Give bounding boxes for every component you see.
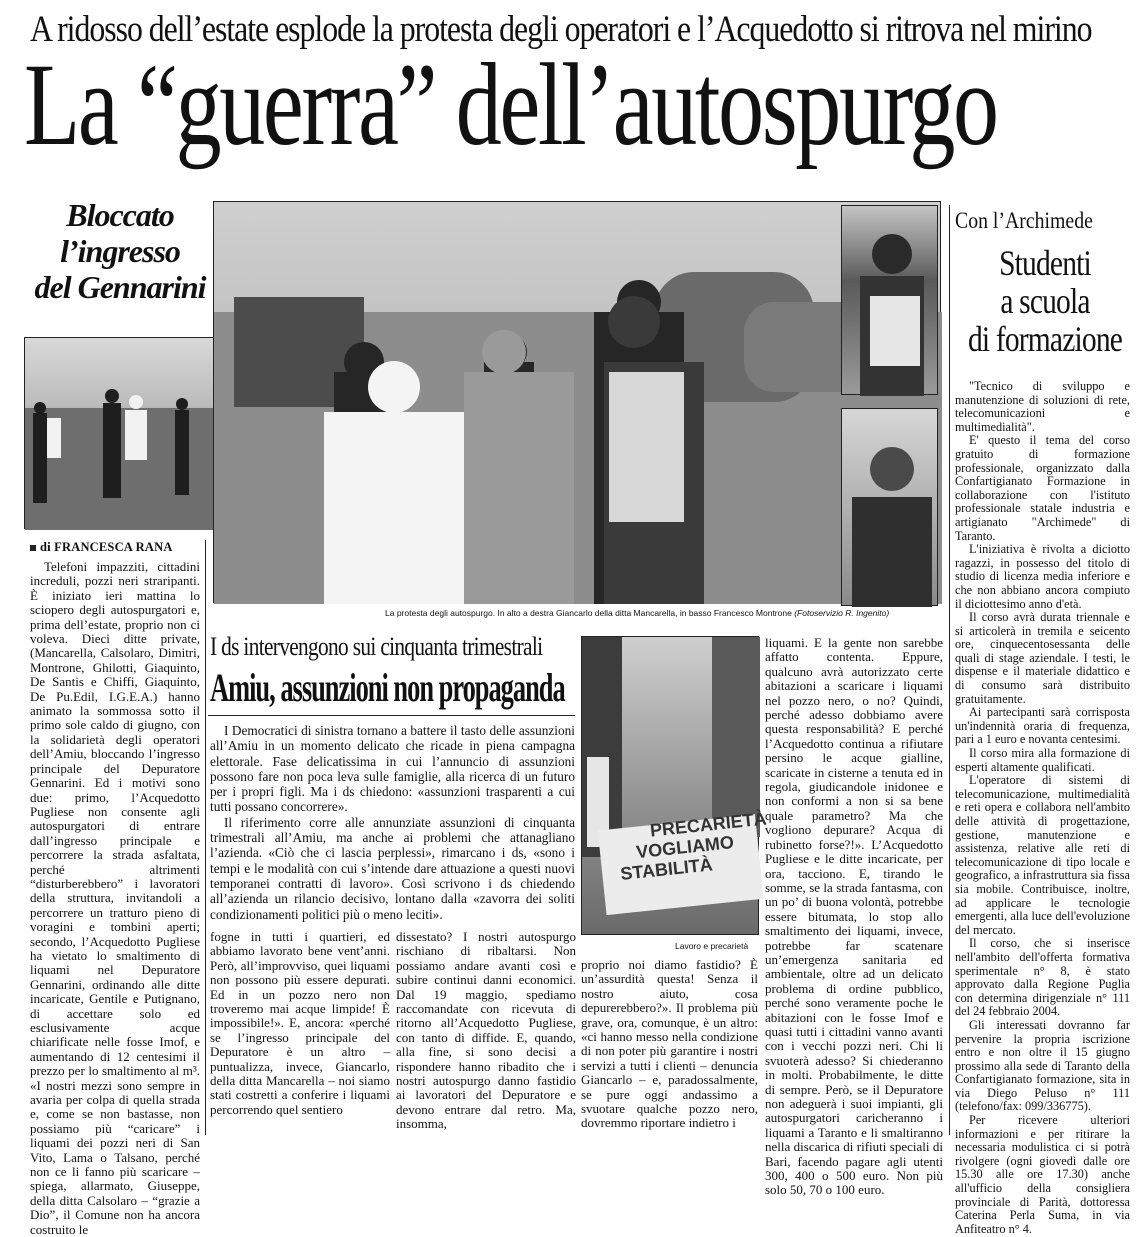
- article-column-5: liquami. E la gente non sarebbe affatto contenta. Eppure, qualcuno avrà autorizzato certe abitazioni a scaricare i liquami nel pozzo nero, o no? Quindi, perché adesso dobbiamo avere questa responsabilità? E perché l’Acquedotto continua a rifiutare persino le acque gialline, scaricate in cisterne a tenuta ed in regola, giudicandole inidonee e non conformi a non si sa bene quale parametro? Ma che vogliono depurare? Acqua di rubinetto forse?!». L’Acquedotto Pugliese e le ditte incaricate, per ora, tacciono. E, tirando le somme, se la strada fantasma, con un po’ di buona volontà, potrebbe essere bitumata, lo stop allo smaltimento dei liquami, invece, potrebbe far scatenare un’emergenza sanitaria ed ambientale, oltre ad un delicato problema di ordine pubblico, perché sono veramente poche le abitazioni con le fosse Imof e quasi tutti i cittadini vanno avanti con i vecchi pozzi neri. Chi li svuoterà adesso? Si chiederanno in molti. Probabilmente, le ditte di sempre. Però, se il Depuratore non adeguerà i suoi impianti, gli autospurgatori caricheranno i liquami a Taranto e li smaltiranno nella discarica di rifiuti speciali di Bari, facendo pagare agli utenti 300, 400 o 500 euro. Non più solo 50, 70 o 100 euro.: [765, 635, 943, 1198]
- main-headline: La “guerra” dell’autospurgo: [24, 39, 997, 170]
- ds-headline: Amiu, assunzioni non propaganda: [210, 665, 565, 710]
- banner-line-2: VOGLIAMO: [635, 832, 735, 863]
- banner-line-3: STABILITÀ: [619, 854, 714, 884]
- side-headline-line-3: del Gennarini: [34, 269, 206, 305]
- byline-square-icon: [30, 545, 36, 551]
- right-headline-line-1: Studenti: [999, 243, 1091, 283]
- right-article: "Tecnico di sviluppo e manutenzione di soluzioni di rete, telecomunicazioni e multimedialità". E' questo il tema del corso gratuito di formazione professionale, organizzato dalla Confartigianato Formazione in collaborazione con l'istituto professionale statale industria e artigianato "Archimede" di Taranto. L'iniziativa è rivolta a diciotto ragazzi, in possesso del titolo di studio di licenza media inferiore e che non abbiano ancora compiuto il diciottesimo anno d'età. Il corso avrà durata triennale e si articolerà in tremila e seicento ore, cinquecentosessanta delle quali di stage aziendale. I testi, le dispense e il materiale didattico e di consumo sarà distribuito gratuitamente. Ai partecipanti sarà corrisposta un'indennità oraria di frequenza, pari a 1 euro e novanta centesimi. Il corso mira alla formazione di esperti altamente qualificati. L'operatore di sistemi di telecomunicazione, multimedialità e reti opera e collabora nell'ambito delle attività di progettazione, gestione, manutenzione e assistenza, relative alle reti di telecomunicazione di tipo locale e geografico, a infrastruttura sia fissa sia mobile. Contribuisce, inoltre, ad applicare le tecnologie emergenti, alla luce dell'evoluzione del mercato. Il corso, che si inserisce nell'ambito dell'offerta formativa sperimentale n° 8, è stato approvato dalla Regione Puglia con determina dirigenziale n° 111 del 24 febbraio 2004. Gli interessati dovranno far pervenire la propria iscrizione entro e non oltre il 15 giugno prossimo alla sede di Taranto della Confartigianato formazione, sita in via Diego Peluso n° 111 (telefono/fax: 099/336775). Per ricevere ulteriori informazioni e per ritirare la necessaria modulistica ci si potrà rivolgere (ogni giovedì dalle ore 15.30 alle ore 17.30) anche all'ufficio della consigliera provinciale di Parità, dottoressa Caterina Perla Suma, in via Anfiteatro n° 4.: [955, 379, 1130, 1236]
- side-headline-line-1: Bloccato: [66, 197, 174, 233]
- portrait-giancarlo-figure: [842, 206, 939, 396]
- precarieta-photo-scene: [582, 637, 768, 936]
- byline: di FRANCESCA RANA: [30, 540, 205, 555]
- right-headline: [967, 244, 1123, 358]
- article-column-4: proprio noi diamo fastidio? È un’assurdità questa! Senza il nostro aiuto, cosa depurerebbero?». Il problema più grave, ora, comunque, è un altro: «ci hanno messo nella condizione di non poter più garantire i nostri servizi a tutti i clienti – denuncia Giancarlo – e, paradossalmente, se pure oggi andassimo a svuotare qualche pozzo nero, dovremmo riportare indietro i: [581, 957, 758, 1131]
- right-headline-line-2: a scuola: [1000, 281, 1090, 321]
- column-rule-left: [205, 540, 206, 1135]
- banner-line-1: PRECARIETÀ: [649, 808, 768, 841]
- main-photo-caption: La protesta degli autospurgo. In alto a destra Giancarlo della ditta Mancarella, in basso Francesco Montrone (Fotoservizio R. Ingenito): [385, 608, 890, 618]
- column-rule-right: [949, 205, 950, 1135]
- main-photo-scene: [214, 202, 942, 604]
- kicker: A ridosso dell’estate esplode la protesta degli operatori e l’Acquedotto si ritrova nel mirino: [30, 9, 1092, 50]
- portrait-giancarlo: [841, 205, 938, 395]
- precarieta-photo: [581, 636, 768, 935]
- ds-kicker: I ds intervengono sui cinquanta trimestrali: [210, 632, 543, 661]
- article-column-2: fogne in tutti i quartieri, ed abbiamo lavorato bene vent’anni. Però, all’improvviso, quei liquami non possono più essere depurati. Ed in un pozzo nero non troveremo mai acque limpide! È impossibile!». E, ancora: «perché se l’ingresso principale del Depuratore è un altro – puntualizza, invece, Giancarlo, della ditta Mancarella – noi siamo stati costretti a conferire i liquami percorrendo quel sentiero: [210, 929, 390, 1117]
- ds-article: I Democratici di sinistra tornano a battere il tasto delle assunzioni all’Amiu in un momento delicato che ricade in piena campagna elettorale. Fase delicatissima in cui l’annuncio di assunzioni possono fare non poca leva sulle famiglie, alla ricerca di un futuro per i propri figli. Ma i ds chiedono: «assunzioni trasparenti a cui tutti possano concorrere». Il riferimento corre alle annunziate assunzioni di cinquanta trimestrali all’Amiu, ma anche ai problemi che attanagliano l’azienda. «Ciò che ci lascia perplessi», rimarcano i ds, «sono i tempi e le modalità con cui s’intende dare attuazione a questi nuovi temporanei contratti di lavoro». Così scrivono i ds chiedendo all’azienda un rilancio decisivo, lontano dalla «zavorra dei soliti condizionamenti politici più o meno leciti».: [210, 723, 575, 922]
- main-photo: [213, 201, 941, 603]
- article-column-3: dissestato? I nostri autospurgo rischiano di ribaltarsi. Non possiamo andare avanti così e subire continui danni economici. Dal 19 maggio, spediamo raccomandate con ricevuta di ritorno all’Acquedotto Pugliese, con tanto di diffide. E, quando, alla fine, si sono decisi a rispondere hanno ribadito che i nostri autospurgo danno fastidio ai lavoratori del Depuratore e devono entrare dal retro. Ma, insomma,: [396, 929, 576, 1132]
- side-headline: [30, 197, 210, 305]
- portrait-montrone: [841, 408, 938, 606]
- right-headline-line-3: di formazione: [967, 319, 1123, 359]
- portrait-montrone-figure: [842, 409, 939, 607]
- ds-rule: [208, 715, 575, 716]
- side-headline-line-2: l’ingresso: [60, 233, 180, 269]
- precarieta-caption: Lavoro e precarietà: [675, 941, 749, 951]
- right-kicker: Con l’Archimede: [955, 208, 1093, 233]
- article-column-1: Telefoni impazziti, cittadini increduli, pozzi neri straripanti. È iniziato ieri mattina lo sciopero degli autospurgatori e, prima dell’estate, proprio non ci voleva. Dieci ditte private, (Mancarella, Calsolaro, Dimitri, Montrone, Ghilotti, Giaquinto, De Santis e Chiffi, Giaquinto, De Pu.Edil, I.G.E.A.) hanno animato la sommossa sotto il primo sole caldo di giugno, con la solidarietà degli operatori dell’Amiu, bloccando l’ingresso principale del Depuratore Gennarini. Ed i motivi sono due: primo, l’Acquedotto Pugliese non consente agli autospurgatori di entrare dall’ingresso principale e percorrere la strada asfaltata, perché altrimenti “disturberebbero” i lavoratori della struttura, invitandoli a percorrere un tratturo pieno di voragini e tombini aperti; secondo, l’Acquedotto Pugliese ha vietato lo smaltimento di liquami nel Depuratore Gennarini, ordinando alle ditte incaricate, Gentile e Putignano, di accettare solo ed esclusivamente acque chiarificate nelle fosse Imof, e aumentando di 12 centesimi il prezzo per lo smaltimento al m³. «I nostri mezzi sono sempre in avaria per colpa di quella strada e, come se non bastasse, non possiamo più “caricare” i liquami dei pozzi neri di San Vito, Lama o Talsano, perché non ce li fanno più scaricare – spiega, allarmato, Giuseppe, della ditta Calsolaro – “grazie a Dio”, il Comune non ha ancora costruito le: [30, 559, 200, 1237]
